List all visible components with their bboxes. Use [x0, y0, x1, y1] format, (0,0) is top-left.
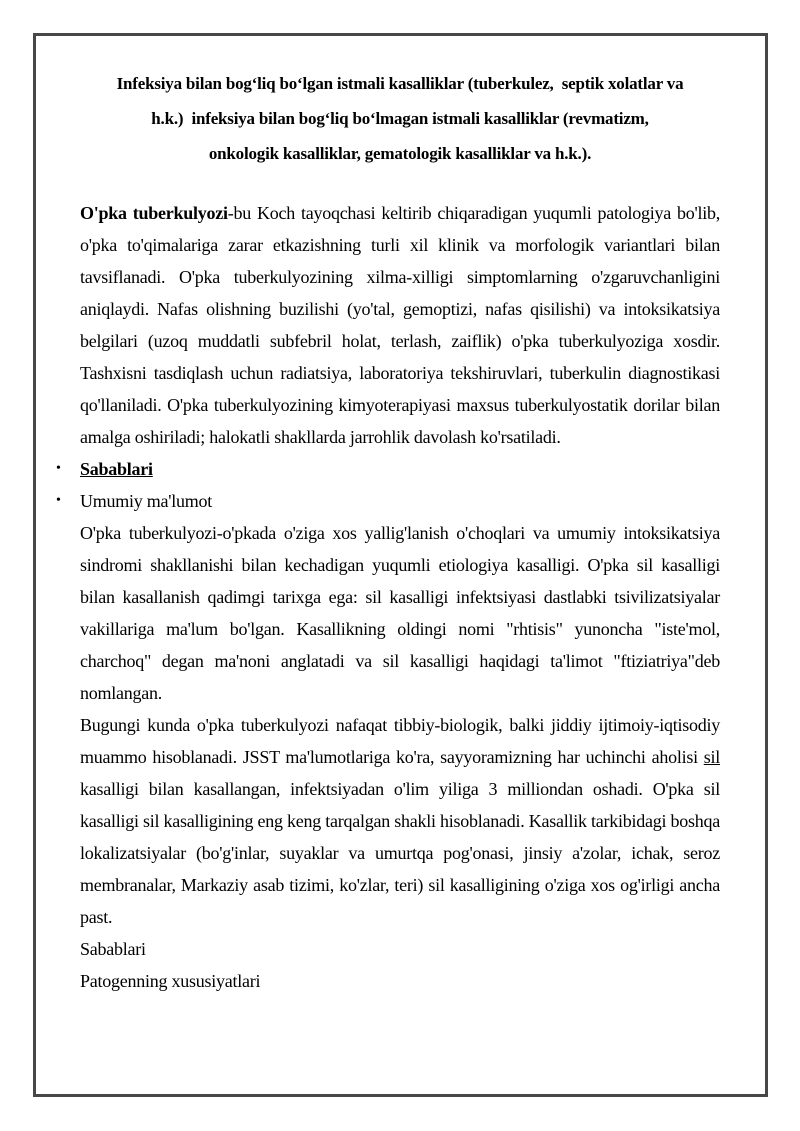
title-line-1: Infeksiya bilan bog‘liq bo‘lgan istmali kasalliklar (tuberkulez, septik xolatlar va	[116, 74, 684, 93]
overview-paragraph: O'pka tuberkulyozi-o'pkada o'ziga xos yallig'lanish o'choqlari va umumiy intoksikatsiya sindromi shakllanishi bilan kechadigan yuqumli etiologiya kasalligi. O'pka sil kasalligi bilan kasallanish qadimgi tarixga ega: sil kasalligi infektsiyasi dastlabki tsivilizatsiyalar vakillariga ma'lum bo'lgan. Kasallikning oldingi nomi "rhtisis" yunoncha "iste'mol, charchoq" degan ma'noni anglatadi va sil kasalligi haqidagi ta'limot "ftiziatriya"deb nomlangan.	[80, 523, 720, 703]
list-item-umumiy-malumot	[80, 485, 720, 517]
list-item-sabablari	[80, 453, 720, 485]
list-item-sabablari-label: Sabablari	[80, 459, 153, 479]
intro-paragraph-text: -bu Koch tayoqchasi keltirib chiqaradigan yuqumli patologiya bo'lib, o'pka to'qimalariga zarar etkazishning turli xil klinik va morfologik variantlari bilan tavsiflanadi. O'pka tuberkulyozining xilma-xilligi simptomlarning o'zgaruvchanligini aniqlaydi. Nafas olishning buzilishi (yo'tal, gemoptizi, nafas qisilishi) va intoksikatsiya belgilari (uzoq muddatli subfebril holat, terlash, zaiflik) o'pka tuberkulyoziga xosdir. Tashxisni tasdiqlash uchun radiatsiya, laboratoriya tekshiruvlari, tuberkulin diagnostikasi qo'llaniladi. O'pka tuberkulyozining kimyoterapiyasi maxsus tuberkulyostatik dorilar bilan amalga oshiriladi; halokatli shakllarda jarrohlik davolash ko'rsatiladi.	[80, 203, 720, 447]
closing-line-sabablari: Sabablari	[80, 939, 146, 959]
sil-underlined-term: sil	[703, 747, 720, 767]
intro-paragraph-bold-lead: O'pka tuberkulyozi	[80, 203, 228, 223]
statistics-paragraph	[80, 709, 720, 933]
closing-line-patogen: Patogenning xususiyatlari	[80, 971, 261, 991]
bullet-list	[80, 453, 720, 517]
list-item-umumiy-malumot-label: Umumiy ma'lumot	[80, 491, 212, 511]
document-title	[80, 66, 720, 171]
intro-paragraph	[80, 197, 720, 453]
statistics-paragraph-text-after: kasalligi bilan kasallangan, infektsiyadan o'lim yiliga 3 milliondan oshadi. O'pka sil kasalligi sil kasalligining eng keng tarqalgan shakli hisoblanadi. Kasallik tarkibidagi boshqa lokalizatsiyalar (bo'g'inlar, suyaklar va umurtqa pog'onasi, jinsiy a'zolar, ichak, seroz membranalar, Markaziy asab tizimi, ko'zlar, teri) sil kasalligining o'ziga xos og'irligi ancha past.	[80, 779, 720, 927]
title-line-2: h.k.) infeksiya bilan bog‘liq bo‘lmagan istmali kasalliklar (revmatizm,	[151, 109, 649, 128]
statistics-paragraph-text-before: Bugungi kunda o'pka tuberkulyozi nafaqat tibbiy-biologik, balki jiddiy ijtimoiy-iqtisodiy muammo hisoblanadi. JSST ma'lumotlariga ko'ra, sayyoramizning har uchinchi aholisi	[80, 715, 720, 767]
document-page	[33, 33, 768, 1097]
title-line-3: onkologik kasalliklar, gematologik kasalliklar va h.k.).	[208, 144, 592, 163]
